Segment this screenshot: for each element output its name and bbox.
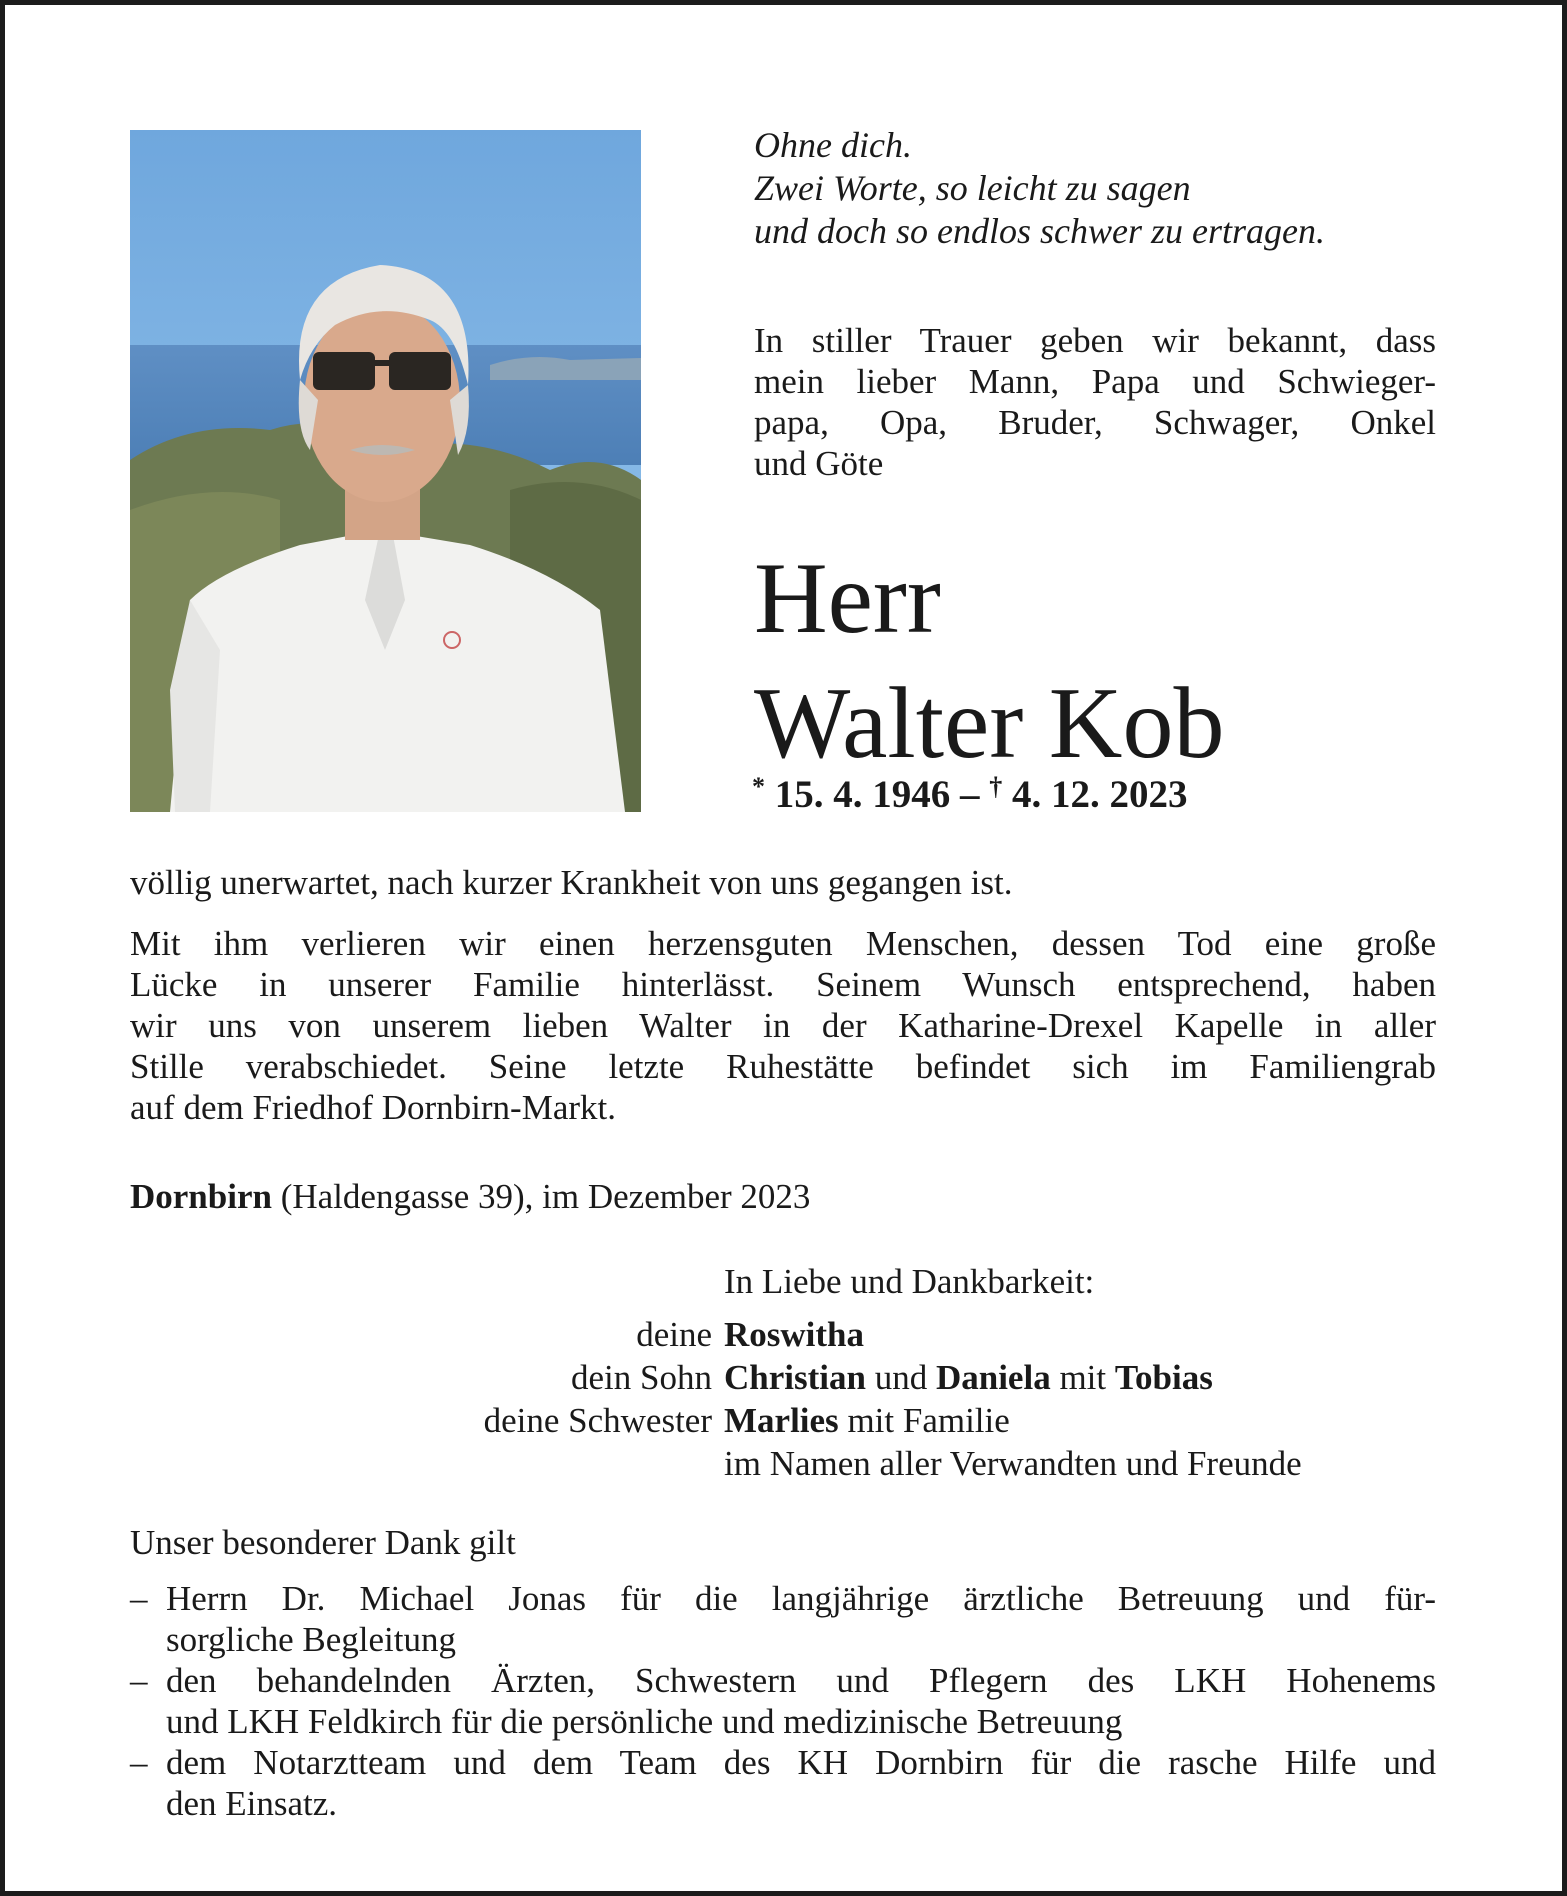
death-date: 4. 12. 2023 (1012, 773, 1188, 816)
name-full: Walter Kob (754, 667, 1225, 780)
verse-line: Zwei Worte, so leicht zu sagen (754, 168, 1191, 208)
signature-relation (300, 1442, 724, 1485)
thanks-line: und LKH Feldkirch für die persönliche und medizinische Betreuung (166, 1702, 1123, 1741)
place-city: Dornbirn (130, 1177, 272, 1216)
list-dash: – (130, 1743, 148, 1782)
place-and-date (130, 1177, 810, 1217)
intro-line: papa, Opa, Bruder, Schwager, Onkel (754, 403, 1436, 442)
signatory-name: Marlies (724, 1401, 839, 1440)
death-mark: † (989, 772, 1003, 801)
signature-names (724, 1356, 1302, 1399)
thanks-heading: Unser besonderer Dank gilt (130, 1523, 516, 1562)
verse-line: Ohne dich. (754, 125, 912, 165)
verse-line: und doch so endlos schwer zu ertragen. (754, 211, 1325, 251)
birth-mark: * (752, 772, 765, 801)
body-line: auf dem Friedhof Dornbirn-Markt. (130, 1088, 616, 1127)
signature-names (724, 1442, 1302, 1485)
intro-line: In stiller Trauer geben wir bekannt, dass (754, 321, 1436, 360)
signatory-name: Daniela (935, 1358, 1051, 1397)
date-separator: – (960, 773, 980, 816)
signature-connector: und (865, 1358, 936, 1397)
signature-relation: dein Sohn (571, 1358, 712, 1397)
place-rest: (Haldengasse 39), im Dezember 2023 (271, 1177, 811, 1216)
signatory-name: Roswitha (724, 1315, 865, 1354)
body-line: völlig unerwartet, nach kurzer Krankheit von uns gegangen ist. (130, 863, 1013, 902)
thanks-line: den behandelnden Ärzten, Schwestern und Pflegern des LKH Hohenems (166, 1661, 1436, 1700)
life-dates (752, 772, 1188, 817)
memorial-verse (754, 124, 1454, 253)
signature-names (724, 1399, 1302, 1442)
intro-line: und Göte (754, 444, 884, 483)
body-paragraph-1 (130, 862, 1436, 903)
name-title: Herr (754, 542, 941, 655)
body-line: Lücke in unserer Familie hinterlässt. Seinem Wunsch entsprechend, haben (130, 965, 1436, 1004)
thanks-item (130, 1742, 1436, 1824)
intro-line: mein lieber Mann, Papa und Schwieger- (754, 362, 1436, 401)
deceased-name (754, 536, 1224, 786)
thanks-list (130, 1578, 1436, 1824)
birth-date: 15. 4. 1946 (774, 773, 951, 816)
body-line: wir uns von unserem lieben Walter in der Katharine-Drexel Kapelle in aller (130, 1006, 1436, 1045)
thanks-line: dem Notarztteam und dem Team des KH Dornbirn für die rasche Hilfe und (166, 1743, 1436, 1782)
portrait-photo (130, 130, 641, 812)
thanks-item (130, 1578, 1436, 1660)
signature-connector: im Namen aller Verwandten und Freunde (724, 1444, 1302, 1483)
signature-connector: mit Familie (838, 1401, 1010, 1440)
signature-row (300, 1442, 1302, 1485)
signoff: In Liebe und Dankbarkeit: (724, 1262, 1095, 1301)
body-paragraph-2 (130, 923, 1436, 1128)
signature-list (300, 1313, 1302, 1485)
body-line: Mit ihm verlieren wir einen herzensguten Menschen, dessen Tod eine große (130, 924, 1436, 963)
thanks-line: den Einsatz. (166, 1784, 338, 1823)
announcement-intro (754, 320, 1436, 484)
list-dash: – (130, 1661, 148, 1700)
thanks-line: sorgliche Begleitung (166, 1620, 456, 1659)
signature-names (724, 1313, 1302, 1356)
signature-relation: deine Schwester (483, 1401, 712, 1440)
thanks-item (130, 1660, 1436, 1742)
body-line: Stille verabschiedet. Seine letzte Ruhestätte befindet sich im Familiengrab (130, 1047, 1436, 1086)
signature-connector: mit (1050, 1358, 1115, 1397)
thanks-line: Herrn Dr. Michael Jonas für die langjährige ärztliche Betreuung und für- (166, 1579, 1436, 1618)
signatory-name: Christian (724, 1358, 866, 1397)
signature-row (300, 1356, 1302, 1399)
signature-row (300, 1399, 1302, 1442)
signature-row (300, 1313, 1302, 1356)
list-dash: – (130, 1579, 148, 1618)
signature-relation: deine (636, 1315, 712, 1354)
portrait-illustration (130, 130, 641, 812)
signatory-name: Tobias (1114, 1358, 1213, 1397)
